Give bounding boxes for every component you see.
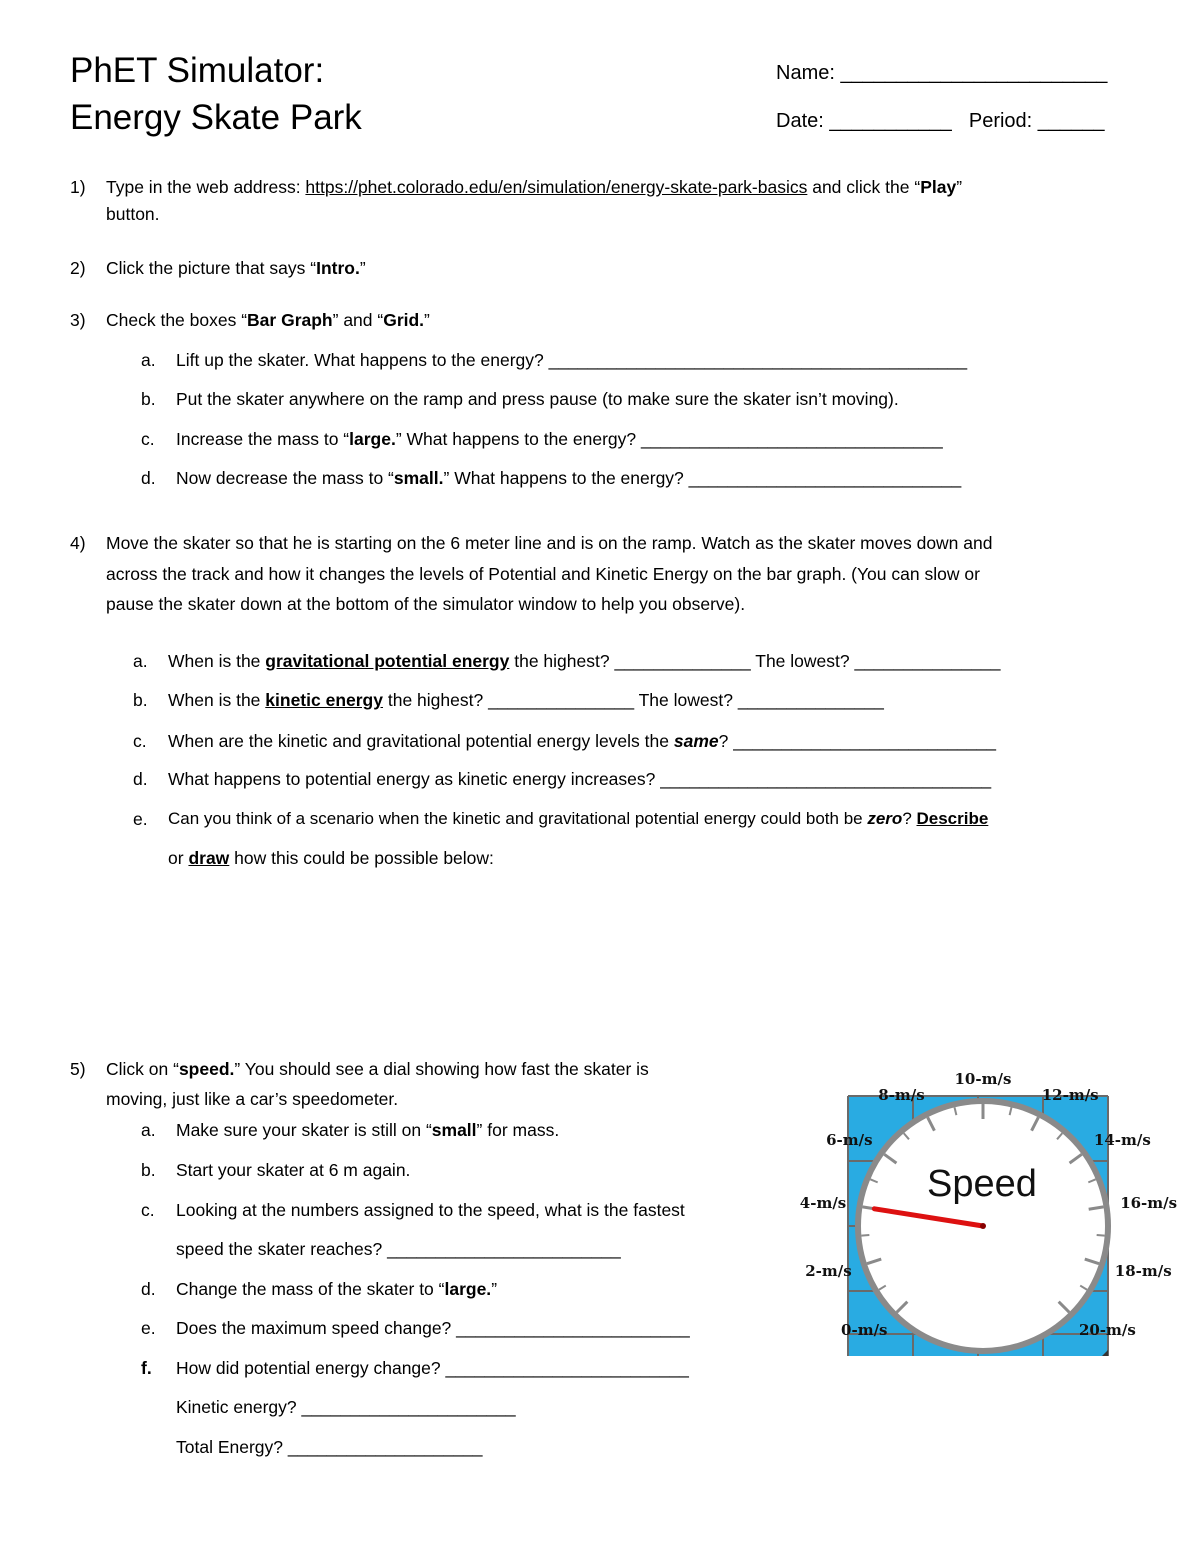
q4b-blank1: _______________ [488, 690, 635, 710]
q4d-line [168, 767, 991, 791]
q3-text-b: ” and “ [332, 310, 384, 330]
q5-line1 [106, 1057, 649, 1081]
q5a-text: Make sure your skater is still on “ [176, 1120, 432, 1140]
q4-line2: across the track and how it changes the levels of Potential and Kinetic Energy on the bar graph. (You can slow or [106, 564, 980, 584]
q2-text-b: ” [359, 258, 366, 278]
speed-label-18: 18-m/s [1114, 1262, 1172, 1281]
q5-number: 5) [70, 1059, 86, 1079]
q4c-text-b: ? [718, 731, 734, 751]
q4a-text-b: the highest? [509, 651, 615, 671]
speed-label-12: 12-m/s [1041, 1086, 1099, 1105]
q3a-blank: ___________________________________________ [548, 350, 968, 370]
q4d-text: What happens to potential energy as kinetic energy increases? [168, 769, 661, 789]
q3c-line [176, 427, 943, 451]
q3-number: 3) [70, 310, 86, 330]
q3c-text-b: ” What happens to the energy? [395, 429, 641, 449]
q1-play: Play [920, 177, 957, 197]
q4e-line2 [168, 846, 494, 870]
q5e-text: Does the maximum speed change? [176, 1318, 457, 1338]
date-field[interactable] [776, 110, 1105, 133]
q4-number: 4) [70, 533, 86, 553]
q5c-text: speed the skater reaches? [176, 1239, 388, 1259]
q4b-text: When is the [168, 690, 266, 710]
q3c-large: large. [349, 429, 396, 449]
phet-url-link[interactable]: https://phet.colorado.edu/en/simulation/energy-skate-park-basics [305, 177, 808, 197]
q3d-small: small. [393, 468, 444, 488]
q4b-letter: b. [133, 690, 148, 710]
q1-line1 [106, 175, 962, 199]
q4a-letter: a. [133, 651, 148, 671]
q4c-same: same [673, 731, 719, 751]
q1-line2: button. [106, 204, 160, 224]
q2-number: 2) [70, 258, 86, 278]
q5a-letter: a. [141, 1120, 156, 1140]
q4c-letter: c. [133, 731, 147, 751]
q5c-letter: c. [141, 1200, 155, 1220]
q3a-letter: a. [141, 350, 156, 370]
q1-text-c: ” [956, 177, 963, 197]
q4b-ke: kinetic energy [265, 690, 383, 710]
speed-label-20: 20-m/s [1078, 1320, 1136, 1339]
date-label: Date: [776, 110, 824, 132]
q3b-line: Put the skater anywhere on the ramp and press pause (to make sure the skater isn’t moving). [176, 389, 899, 409]
q3c-text: Increase the mass to “ [176, 429, 350, 449]
page-title-line2: Energy Skate Park [70, 98, 362, 137]
q5f-total-line [176, 1435, 483, 1459]
speedometer-hub [980, 1223, 986, 1229]
q4e-text-b: ? [902, 809, 917, 828]
q4a-text-c: The lowest? [750, 651, 855, 671]
speed-label-10: 10-m/s [954, 1070, 1012, 1088]
q5d-text: Change the mass of the skater to “ [176, 1279, 445, 1299]
q5a-line [176, 1118, 559, 1142]
q5f-blank: _________________________ [445, 1358, 689, 1378]
q4e-text: Can you think of a scenario when the kinetic and gravitational potential energy could both be [168, 809, 868, 828]
q5f-kinetic-blank: ______________________ [301, 1397, 516, 1417]
q5c-line1: Looking at the numbers assigned to the speed, what is the fastest [176, 1200, 685, 1220]
q3d-line [176, 466, 961, 490]
date-blank: ___________ [829, 110, 952, 132]
speed-label-4: 4-m/s [799, 1194, 847, 1212]
speed-label-16: 16-m/s [1120, 1194, 1178, 1212]
q5b-letter: b. [141, 1160, 156, 1180]
q3-grid: Grid. [383, 310, 425, 330]
q3d-text: Now decrease the mass to “ [176, 468, 394, 488]
q2-line [106, 256, 366, 280]
q4e-describe: Describe [916, 809, 989, 828]
q3-text: Check the boxes “ [106, 310, 248, 330]
q4a-blank1: ______________ [614, 651, 751, 671]
q2-intro: Intro. [316, 258, 360, 278]
q5a-small: small [431, 1120, 477, 1140]
q4-line3: pause the skater down at the bottom of the simulator window to help you observe). [106, 594, 746, 614]
q1-number: 1) [70, 177, 86, 197]
q4e-letter: e. [133, 809, 148, 829]
q5f-total-blank: ____________________ [287, 1437, 483, 1457]
period-blank: ______ [1037, 110, 1105, 132]
q5-text: Click on “ [106, 1059, 179, 1079]
q3-text-c: ” [424, 310, 430, 330]
q4a-text: When is the [168, 651, 266, 671]
q5d-large: large. [444, 1279, 492, 1299]
speed-label-0: 0-m/s [841, 1320, 888, 1339]
q5f-letter: f. [141, 1358, 152, 1378]
q4b-blank2: _______________ [737, 690, 884, 710]
q4a-blank2: _______________ [854, 651, 1001, 671]
q4b-text-c: The lowest? [634, 690, 738, 710]
q5b-line: Start your skater at 6 m again. [176, 1160, 411, 1180]
q4e-draw: draw [188, 848, 230, 868]
gauge-tick [861, 1235, 869, 1236]
q2-text: Click the picture that says “ [106, 258, 317, 278]
q5e-line [176, 1316, 690, 1340]
q4e-line2-text: or [168, 848, 189, 868]
q4-line1: Move the skater so that he is starting on the 6 meter line and is on the ramp. Watch as the skater moves down and [106, 533, 993, 553]
q5f-kinetic-line [176, 1395, 516, 1419]
q4e-zero: zero [867, 809, 903, 828]
q5f-line [176, 1356, 689, 1380]
q1-text: Type in the web address: [106, 177, 306, 197]
gauge-tick [1097, 1235, 1105, 1236]
q4d-blank: __________________________________ [660, 769, 992, 789]
q3-bar-graph: Bar Graph [247, 310, 333, 330]
q5f-total: Total Energy? [176, 1437, 288, 1457]
q5d-text-b: ” [491, 1279, 498, 1299]
q3a-text: Lift up the skater. What happens to the energy? [176, 350, 549, 370]
q5-speed: speed. [178, 1059, 235, 1079]
q5f-text: How did potential energy change? [176, 1358, 446, 1378]
speedometer-figure [792, 1070, 1192, 1366]
q3-line [106, 308, 430, 332]
q4c-line [168, 729, 996, 753]
q5-text-b: ” You should see a dial showing how fast the skater is [234, 1059, 649, 1079]
speed-label-8: 8-m/s [878, 1086, 925, 1105]
q4d-letter: d. [133, 769, 148, 789]
speedometer-title: Speed [927, 1163, 1037, 1205]
page-title-line1: PhET Simulator: [70, 51, 325, 90]
q3d-letter: d. [141, 468, 156, 488]
q3c-blank: _______________________________ [641, 429, 943, 449]
q5e-blank: ________________________ [456, 1318, 690, 1338]
q4e-line1 [168, 807, 988, 831]
q5d-line [176, 1277, 497, 1301]
q5a-text-b: ” for mass. [476, 1120, 560, 1140]
speed-label-6: 6-m/s [826, 1130, 873, 1149]
q5f-kinetic: Kinetic energy? [176, 1397, 302, 1417]
q5c-line2 [176, 1237, 621, 1261]
q4a-gpe: gravitational potential energy [265, 651, 510, 671]
q4c-blank: ___________________________ [733, 731, 997, 751]
q4c-text: When are the kinetic and gravitational potential energy levels the [168, 731, 674, 751]
q1-text-b: and click the “ [807, 177, 921, 197]
q3b-letter: b. [141, 389, 156, 409]
q3d-blank: ____________________________ [688, 468, 962, 488]
speed-label-14: 14-m/s [1093, 1130, 1151, 1149]
q4a-line [168, 649, 1000, 673]
q3c-letter: c. [141, 429, 155, 449]
name-label: Name: [776, 62, 835, 84]
name-field[interactable] [776, 62, 1107, 85]
q3a-line [176, 348, 967, 372]
q4b-text-b: the highest? [382, 690, 489, 710]
q5c-blank: ________________________ [387, 1239, 621, 1259]
q4b-line [168, 688, 884, 712]
name-blank: ________________________ [840, 62, 1108, 84]
q5d-letter: d. [141, 1279, 156, 1299]
speed-label-2: 2-m/s [805, 1262, 852, 1281]
period-label: Period: [968, 110, 1033, 132]
q4e-line2-text-b: how this could be possible below: [229, 848, 494, 868]
q5-line2: moving, just like a car’s speedometer. [106, 1089, 399, 1109]
q3d-text-b: ” What happens to the energy? [443, 468, 689, 488]
q5e-letter: e. [141, 1318, 156, 1338]
